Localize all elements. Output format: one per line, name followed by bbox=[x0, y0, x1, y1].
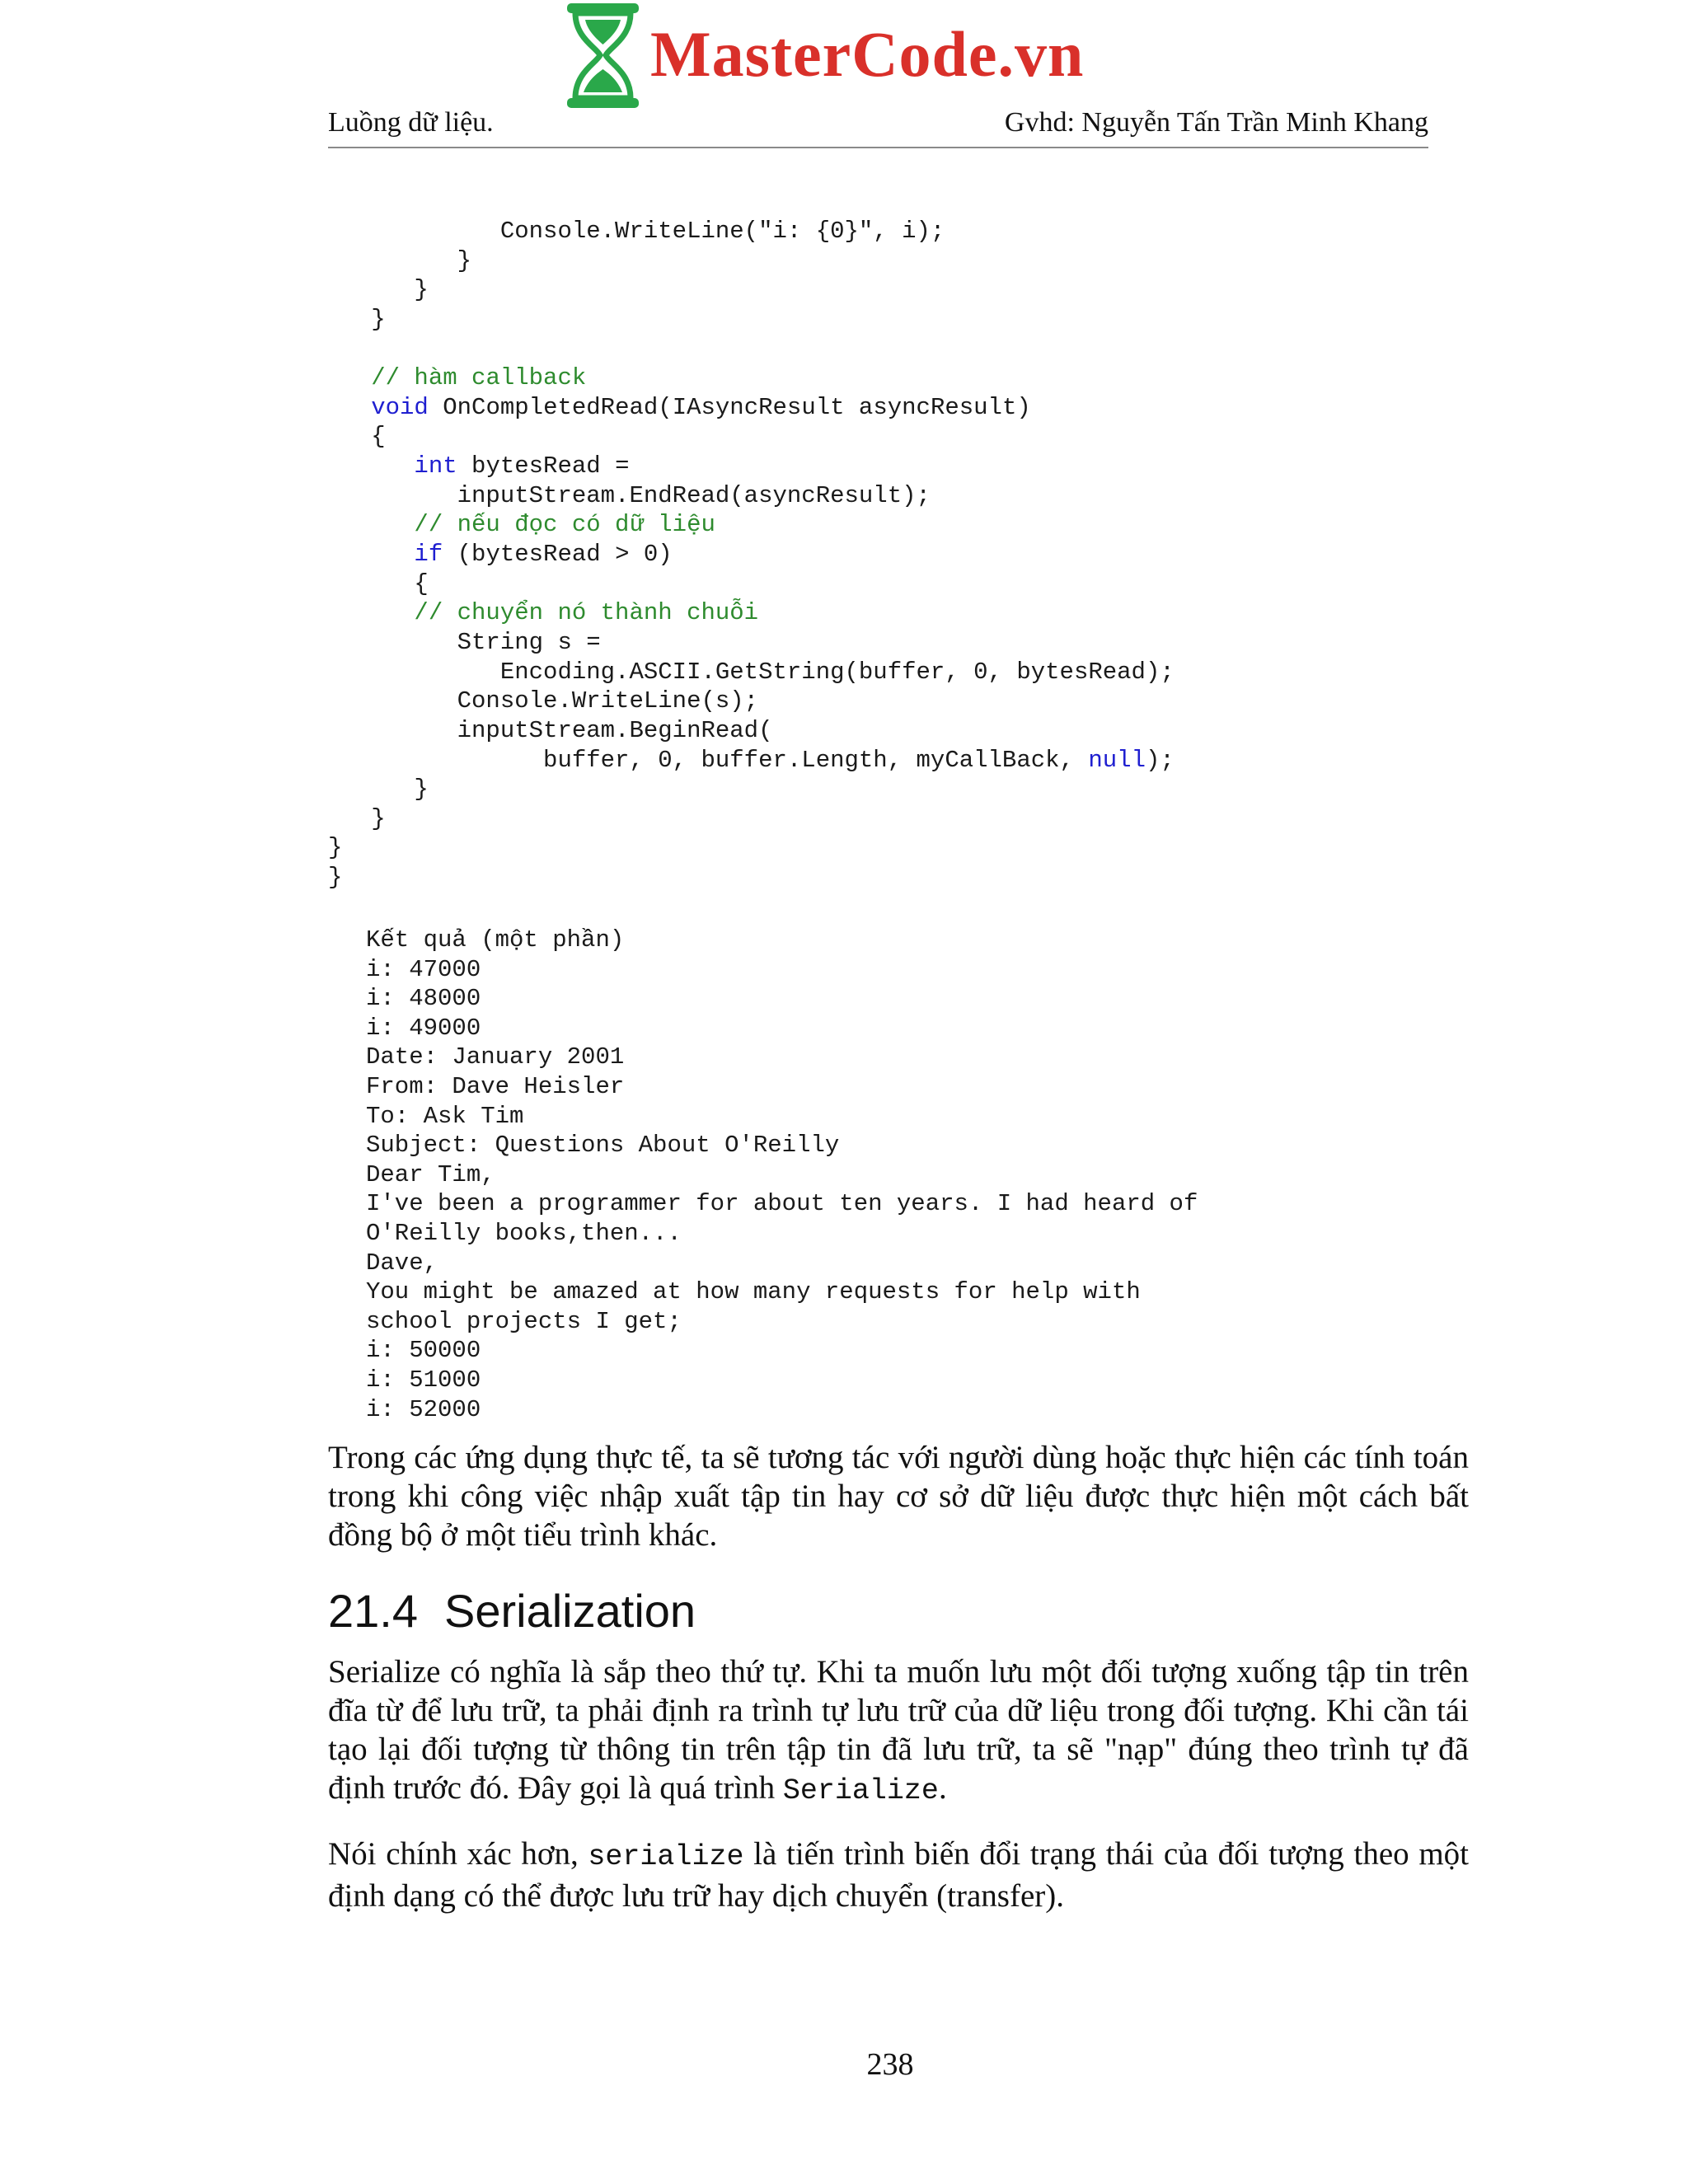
code-text: { bbox=[328, 569, 429, 598]
output-line: i: 50000 bbox=[366, 1337, 481, 1365]
output-line: Dear Tim, bbox=[366, 1160, 495, 1188]
code-line bbox=[328, 598, 1482, 628]
code-text: bytesRead = bbox=[457, 452, 630, 480]
section-heading bbox=[328, 1584, 696, 1638]
code-text bbox=[328, 541, 414, 568]
code-text: inputStream.BeginRead( bbox=[328, 716, 773, 744]
code-line bbox=[328, 687, 1482, 716]
code-keyword: null bbox=[1088, 746, 1146, 774]
code-line bbox=[328, 775, 1482, 804]
code-line bbox=[328, 481, 1482, 511]
output-line: i: 47000 bbox=[366, 955, 481, 983]
code-keyword: if bbox=[414, 541, 443, 569]
output-line: To: Ask Tim bbox=[366, 1102, 524, 1130]
code-block bbox=[328, 217, 1482, 893]
code-line bbox=[328, 275, 1482, 305]
code-comment: // hàm callback bbox=[371, 364, 587, 392]
header-chapter-title: Luồng dữ liệu. bbox=[328, 107, 494, 138]
output-line: i: 51000 bbox=[366, 1366, 481, 1394]
code-text: OnCompletedRead(IAsyncResult asyncResult) bbox=[428, 393, 1031, 421]
header-author: Gvhd: Nguyễn Tấn Trần Minh Khang bbox=[1004, 107, 1428, 138]
output-line: Dave, bbox=[366, 1249, 438, 1277]
code-text: Encoding.ASCII.GetString(buffer, 0, bytesRead); bbox=[328, 658, 1175, 686]
code-text bbox=[328, 452, 414, 480]
code-comment: // nếu đọc có dữ liệu bbox=[414, 511, 715, 539]
code-line bbox=[328, 804, 1482, 834]
code-text: { bbox=[328, 423, 386, 451]
code-line bbox=[328, 863, 1482, 893]
code-comment: // chuyển nó thành chuỗi bbox=[414, 599, 759, 627]
output-line: O'Reilly books,then... bbox=[366, 1219, 682, 1247]
paragraph-end: . bbox=[938, 1770, 947, 1806]
code-text bbox=[328, 599, 414, 626]
inline-code: Serialize bbox=[782, 1774, 939, 1807]
output-line: i: 48000 bbox=[366, 985, 481, 1013]
code-line bbox=[328, 335, 1482, 364]
code-keyword: void bbox=[371, 393, 429, 421]
code-text: Console.WriteLine("i: {0}", i); bbox=[328, 218, 945, 245]
code-text: } bbox=[328, 804, 386, 832]
code-text: (bytesRead > 0) bbox=[443, 541, 673, 569]
code-keyword: int bbox=[414, 452, 457, 480]
code-text: buffer, 0, buffer.Length, myCallBack, bbox=[328, 746, 1089, 774]
code-text: } bbox=[328, 305, 386, 333]
code-line bbox=[328, 833, 1482, 863]
code-line bbox=[328, 363, 1482, 393]
page-header bbox=[328, 102, 1428, 148]
paragraph-async-intro: Trong các ứng dụng thực tế, ta sẽ tương tác với người dùng hoặc thực hiện các tính toán trong khi công việc nhập xuất tập tin hay cơ sở dữ liệu được thực hiện một cách bất đồng bộ ở một tiểu trình khác. bbox=[328, 1440, 1469, 1553]
output-line: From: Dave Heisler bbox=[366, 1072, 625, 1100]
section-number: 21.4 bbox=[328, 1585, 418, 1637]
code-line bbox=[328, 305, 1482, 335]
code-line bbox=[328, 746, 1482, 776]
code-text bbox=[328, 364, 371, 391]
code-text: Console.WriteLine(s); bbox=[328, 687, 759, 715]
code-line bbox=[328, 658, 1482, 687]
code-line bbox=[328, 628, 1482, 658]
code-text: String s = bbox=[328, 628, 601, 656]
inline-code: serialize bbox=[588, 1840, 744, 1873]
output-line: Kết quả (một phần) bbox=[366, 926, 625, 954]
code-line bbox=[328, 217, 1482, 246]
code-line bbox=[328, 246, 1482, 276]
paragraph-start: Nói chính xác hơn, bbox=[328, 1836, 588, 1872]
section-title: Serialization bbox=[444, 1585, 696, 1637]
code-text: inputStream.EndRead(asyncResult); bbox=[328, 481, 931, 509]
output-line: i: 52000 bbox=[366, 1395, 481, 1423]
code-text: ); bbox=[1145, 746, 1175, 774]
output-line: I've been a programmer for about ten years. I had heard of bbox=[366, 1190, 1198, 1218]
logo-text: MasterCode.vn bbox=[650, 17, 1085, 90]
output-line: school projects I get; bbox=[366, 1307, 682, 1335]
code-line bbox=[328, 510, 1482, 540]
code-text bbox=[328, 511, 414, 538]
code-text: } bbox=[328, 864, 343, 892]
output-line: Date: January 2001 bbox=[366, 1043, 625, 1071]
paragraph-serialize-definition bbox=[328, 1652, 1469, 1811]
output-block bbox=[366, 926, 1437, 1424]
code-text: } bbox=[328, 776, 429, 804]
code-line bbox=[328, 422, 1482, 452]
page-number: 238 bbox=[866, 2047, 914, 2082]
output-line: i: 49000 bbox=[366, 1014, 481, 1042]
code-line bbox=[328, 569, 1482, 599]
code-line bbox=[328, 452, 1482, 481]
code-text: } bbox=[328, 276, 429, 304]
code-line bbox=[328, 393, 1482, 423]
output-line: Subject: Questions About O'Reilly bbox=[366, 1132, 840, 1160]
code-text: } bbox=[328, 246, 472, 274]
paragraph-serialize-precise bbox=[328, 1835, 1469, 1915]
code-text bbox=[328, 394, 371, 421]
hourglass-icon bbox=[564, 0, 642, 111]
paragraph-text: là tiến trình biến đổi trạng thái của đối tượng theo một định dạng có thể được lưu trữ hay dịch chuyển (transfer). bbox=[328, 1836, 1470, 1914]
code-line bbox=[328, 540, 1482, 569]
code-line bbox=[328, 716, 1482, 746]
code-text: } bbox=[328, 834, 343, 862]
paragraph-text: Serialize có nghĩa là sắp theo thứ tự. Khi ta muốn lưu một đối tượng xuống tập tin trên đĩa từ để lưu trữ, ta phải định ra trình tự lưu trữ của dữ liệu trong đối tượng. Khi cần tái tạo lại đối tượng từ thông tin trên tập tin đã lưu trữ, ta sẽ "nạp" đúng theo trình tự đã định trước đó. Đây gọi là quá trình bbox=[328, 1654, 1469, 1806]
output-line: You might be amazed at how many requests for help with bbox=[366, 1278, 1141, 1306]
site-logo bbox=[564, 0, 1084, 111]
